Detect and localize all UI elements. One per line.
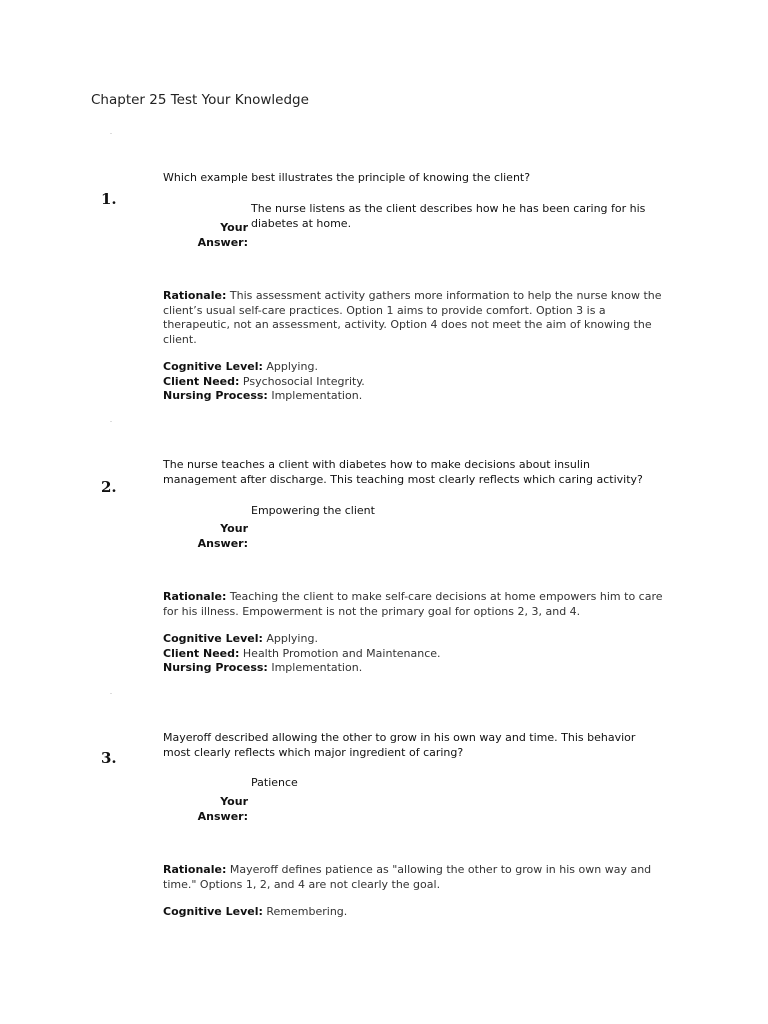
your-answer-value: The nurse listens as the client describes how he has been caring for his diabetes at home. (251, 202, 646, 230)
your-answer-value: Empowering the client (251, 504, 375, 517)
nursing-process: Nursing Process: Implementation. (163, 661, 363, 674)
rationale: Rationale: Teaching the client to make self-care decisions at home empowers him to care for his illness. Empowerment is not the primary goal for options 2, 3, and 4. (163, 590, 663, 618)
divider-mark (110, 133, 112, 134)
client-need: Client Need: Psychosocial Integrity. (163, 374, 365, 388)
page-title: Chapter 25 Test Your Knowledge (91, 92, 309, 108)
question-text: Mayeroff described allowing the other to grow in his own way and time. This behavior most clearly reflects which major ingredient of caring? (163, 731, 636, 759)
cognitive-level: Cognitive Level: Applying. (163, 632, 318, 645)
question-number: 3. (101, 749, 117, 767)
cognitive-level: Cognitive Level: Applying. (163, 360, 318, 373)
rationale: Rationale: Mayeroff defines patience as "allowing the other to grow in his own way and time." Options 1, 2, and 4 are not clearly the goal. (163, 863, 652, 891)
your-answer-label: Your Answer: (197, 522, 248, 550)
nursing-process: Nursing Process: Implementation. (163, 389, 363, 402)
client-need: Client Need: Health Promotion and Maintenance. (163, 646, 441, 660)
your-answer-value: Patience (251, 776, 298, 789)
question-text: Which example best illustrates the principle of knowing the client? (163, 171, 531, 184)
question-text: The nurse teaches a client with diabetes how to make decisions about insulin management after discharge. This teaching most clearly reflects which caring activity? (163, 458, 643, 486)
question-metadata (163, 360, 663, 404)
divider-mark (110, 421, 112, 422)
rationale: Rationale: This assessment activity gathers more information to help the nurse know the client’s usual self-care practices. Option 1 aims to provide comfort. Option 3 is a therapeutic, not an assessment, activity. Option 4 does not meet the aim of knowing the client. (163, 289, 662, 346)
cognitive-level: Cognitive Level: Remembering. (163, 905, 348, 918)
question-number: 1. (101, 190, 117, 208)
question-number: 2. (101, 478, 117, 496)
your-answer-label: Your Answer: (197, 795, 248, 823)
divider-mark (110, 693, 112, 694)
your-answer-label: Your Answer: (197, 221, 248, 249)
question-metadata (163, 905, 663, 920)
question-metadata (163, 632, 663, 676)
